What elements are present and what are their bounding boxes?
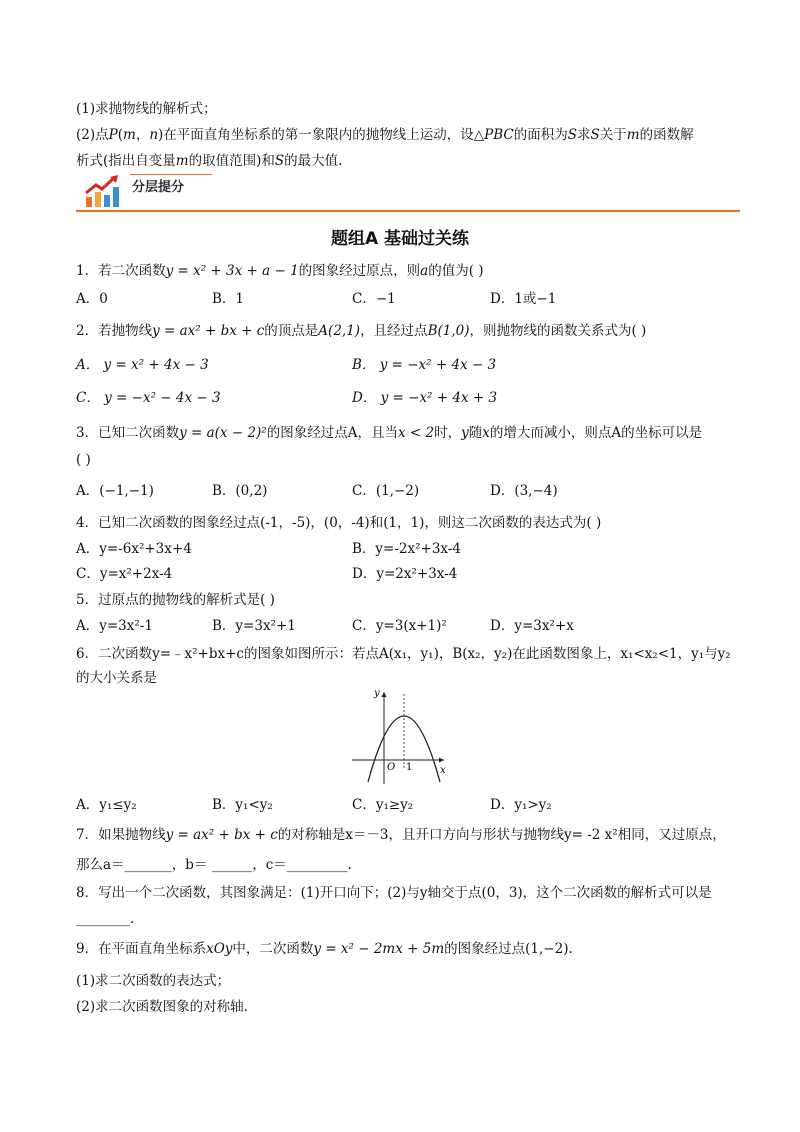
fig-origin-label: O: [387, 762, 396, 773]
banner-topline: [130, 174, 212, 175]
q5-option-a[interactable]: A．y=3x²-1: [76, 618, 153, 634]
q3-stem-bracket: ( ): [76, 452, 91, 468]
text: )在平面直角坐标系的第一象限内的抛物线上运动，设△: [158, 127, 485, 143]
parabola-figure: [346, 686, 450, 786]
q4-option-b[interactable]: B．y=-2x²+3x-4: [352, 541, 461, 557]
section-divider: [76, 210, 740, 212]
q3-option-c[interactable]: C．(1,−2): [352, 483, 420, 499]
text: 的图象经过点A，且当: [266, 425, 398, 441]
text: 时，: [434, 425, 462, 441]
group-title: 题组A 基础过关练: [330, 229, 470, 249]
text: x: [482, 425, 490, 441]
text: .: [568, 941, 573, 957]
q4-option-d[interactable]: D．y=2x²+3x-4: [352, 566, 458, 582]
q3-option-b[interactable]: B．(0,2): [212, 483, 268, 499]
q1-stem: [76, 262, 484, 280]
banner-label: 分层提分: [132, 180, 185, 195]
text: 求: [577, 127, 591, 143]
equation: y = a(x − 2)²: [179, 425, 267, 441]
q6-option-d[interactable]: D．y₁>y₂: [490, 797, 552, 813]
q2-option-c[interactable]: C． y = −x² − 4x − 3: [76, 390, 221, 406]
intro-part3: [76, 152, 342, 170]
point: A(2,1): [318, 323, 361, 339]
q4-option-c[interactable]: C．y=x²+2x-4: [76, 566, 173, 582]
text: 的图象经过点: [444, 941, 526, 957]
text: 随: [468, 425, 483, 441]
text: P: [108, 127, 118, 143]
text: 的图象经过原点，则: [298, 263, 421, 279]
q9-stem: [76, 940, 573, 958]
text: (: [117, 127, 123, 143]
text: ，: [135, 127, 150, 143]
text: m: [175, 153, 189, 169]
text: xOy: [206, 941, 233, 957]
q5-stem: 5．过原点的抛物线的解析式是( ): [76, 592, 275, 608]
growth-chart-icon: [84, 175, 120, 209]
text: 的增大而减小，则点A的坐标可以是: [489, 425, 703, 441]
equation: y = ax² + bx + c: [152, 323, 265, 339]
q9-part1: (1)求二次函数的表达式；: [76, 973, 231, 989]
text: S: [567, 127, 578, 143]
text: 的对称轴是: [277, 827, 346, 843]
text: y: [461, 425, 469, 441]
text: 关于: [599, 127, 627, 143]
q9-part2: (2)求二次函数图象的对称轴.: [76, 999, 248, 1015]
equation: y = x² − 2mx + 5m: [313, 941, 445, 957]
text: ，则抛物线的函数关系式为( ): [469, 323, 647, 339]
fig-one-label: 1: [406, 762, 413, 773]
text: ，且开口方向与形状与抛物线y= -2 x²相同，又过原点，: [388, 827, 726, 843]
text: 的值为( ): [428, 263, 484, 279]
q3-option-a[interactable]: A．(−1,−1): [76, 483, 154, 499]
text: (2)点: [76, 127, 109, 143]
q6-stem-2: 的大小关系是: [76, 670, 157, 686]
text: 的最大值.: [284, 153, 343, 169]
text: x＝－3: [345, 827, 389, 843]
q5-option-b[interactable]: B．y=3x²+1: [212, 618, 296, 634]
text: 7．如果抛物线: [76, 827, 166, 843]
q7-stem: [76, 826, 726, 844]
text: n: [149, 127, 159, 143]
equation: y = x² + 3x + a − 1: [165, 263, 299, 279]
text: 3．已知二次函数: [76, 425, 180, 441]
q6-option-b[interactable]: B．y₁<y₂: [212, 797, 273, 813]
text: 的顶点是: [264, 323, 319, 339]
text: ，且经过点: [360, 323, 428, 339]
q2-option-a[interactable]: A． y = x² + 4x − 3: [76, 357, 209, 373]
q3-option-d[interactable]: D．(3,−4): [490, 483, 558, 499]
text: S: [590, 127, 600, 143]
q1-option-d[interactable]: D．1或−1: [490, 291, 557, 307]
intro-part2: [76, 126, 694, 144]
text: m: [123, 127, 136, 143]
q2-option-b[interactable]: B． y = −x² + 4x − 3: [352, 357, 497, 373]
q6-stem: 6．二次函数y=﹣x²+bx+c的图象如图所示：若点A(x₁，y₁)，B(x₂，y₂)在此函数图象上，x₁<x₂<1，y₁与y₂: [76, 646, 731, 662]
text: m: [626, 127, 640, 143]
q6-option-c[interactable]: C．y₁≥y₂: [352, 797, 414, 813]
q5-option-c[interactable]: C．y=3(x+1)²: [352, 618, 447, 634]
q8-blank[interactable]: ________.: [76, 911, 135, 927]
text: a: [420, 263, 429, 279]
text: S: [274, 153, 285, 169]
q4-stem: 4．已知二次函数的图象经过点(-1，-5)，(0，-4)和(1，1)，则这二次函数的表达式为( ): [76, 515, 602, 531]
text: PBC: [484, 127, 514, 143]
q1-option-a[interactable]: A．0: [76, 291, 108, 307]
text: x < 2: [397, 425, 435, 441]
text: 中，二次函数: [232, 941, 314, 957]
q6-option-a[interactable]: A．y₁≤y₂: [76, 797, 137, 813]
q4-option-a[interactable]: A．y=-6x²+3x+4: [76, 541, 192, 557]
text: 1．若二次函数: [76, 263, 166, 279]
text: 的函数解: [639, 127, 694, 143]
text: 析式(指出自变量: [76, 153, 176, 169]
point: B(1,0): [427, 323, 470, 339]
q5-option-d[interactable]: D．y=3x²+x: [490, 618, 574, 634]
text: 2．若抛物线: [76, 323, 153, 339]
q7-blanks[interactable]: 那么a＝_______，b＝ ______，c＝_________.: [76, 857, 352, 873]
q1-option-c[interactable]: C．−1: [352, 291, 396, 307]
equation: y = ax² + bx + c: [165, 827, 278, 843]
q2-stem: [76, 322, 646, 340]
q2-option-d[interactable]: D． y = −x² + 4x + 3: [352, 390, 498, 406]
fig-x-label: x: [440, 765, 446, 776]
text: 的面积为: [513, 127, 568, 143]
q3-stem: [76, 424, 702, 442]
intro-part1: (1)求抛物线的解析式；: [76, 101, 217, 117]
q1-option-b[interactable]: B．1: [212, 291, 245, 307]
point: (1,−2): [525, 941, 569, 957]
fig-y-label: y: [374, 688, 380, 699]
text: 9．在平面直角坐标系: [76, 941, 207, 957]
q8-stem: 8．写出一个二次函数，其图象满足：(1)开口向下；(2)与y轴交于点(0，3)，这个二次函数的解析式可以是: [76, 885, 712, 901]
text: 的取值范围)和: [188, 153, 275, 169]
